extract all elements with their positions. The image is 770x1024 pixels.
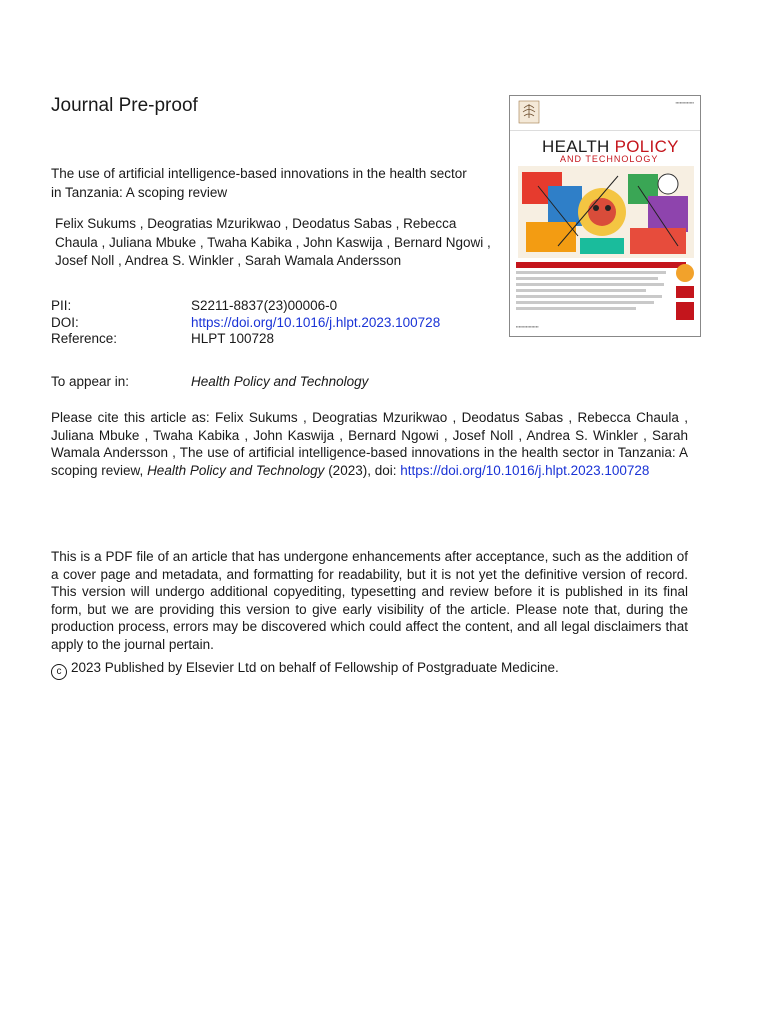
- cover-title: HEALTH POLICY: [542, 137, 679, 156]
- cover-url-line: ▪▪▪▪▪▪▪▪▪▪▪▪▪▪▪▪: [516, 324, 539, 329]
- cover-badge-fpm: [676, 286, 694, 298]
- cover-badge-100: [676, 264, 694, 282]
- elsevier-logo-icon: [518, 100, 540, 124]
- journal-cover-image: [509, 95, 701, 337]
- doi-link[interactable]: https://doi.org/10.1016/j.hlpt.2023.100728: [191, 314, 441, 330]
- appear-in-journal: Health Policy and Technology: [191, 374, 369, 389]
- cover-artwork: [518, 166, 694, 258]
- copyright-icon: c: [51, 664, 67, 680]
- cover-red-band: [516, 262, 686, 268]
- journal-pre-proof-heading: Journal Pre-proof: [51, 95, 198, 116]
- cover-issue-line: ▪▪▪▪▪▪▪▪▪▪▪▪▪: [675, 100, 694, 105]
- citation-journal: Health Policy and Technology: [147, 462, 325, 478]
- reference-value: HLPT 100728: [191, 331, 275, 346]
- reference-label: Reference:: [51, 331, 118, 346]
- citation-doi-link[interactable]: https://doi.org/10.1016/j.hlpt.2023.100728: [400, 462, 650, 478]
- appear-in: [51, 374, 369, 389]
- appear-in-label: To appear in:: [51, 374, 130, 389]
- cover-contents-text: [516, 271, 666, 313]
- author-list: Felix Sukums , Deogratias Mzurikwao , Deodatus Sabas , Rebecca Chaula , Juliana Mbuke , Twaha Kabika , John Kaswija , Bernard Ngowi , Josef Noll , Andrea S. Winkler , Sarah Wamala Andersson: [55, 216, 491, 268]
- citation-text: Please cite this article as: Felix Sukums , Deogratias Mzurikwao , Deodatus Sabas , Rebecca Chaula , Juliana Mbuke , Twaha Kabika , John Kaswija , Bernard Ngowi , Josef Noll , Andrea S. Winkler , Sarah Wamala Andersson , The use of artificial intelligence-based innovations in the health sector in Tanzania: A scoping review,: [51, 410, 688, 478]
- copyright-line: [51, 660, 559, 680]
- disclaimer-paragraph: This is a PDF file of an article that has undergone enhancements after acceptance, such as the addition of a cover page and metadata, and formatting for readability, but it is not yet the definitive version of record. This version will undergo additional copyediting, typesetting and review before it is published in its final form, but we are providing this version to give early visibility of the article. Please note that, during the production process, errors may be discovered which could affect the content, and all legal disclaimers that apply to the journal pertain.: [51, 549, 688, 652]
- cover-subtitle: AND TECHNOLOGY: [560, 154, 659, 164]
- pii-label: PII:: [51, 298, 72, 313]
- pii-value: S2211-8837(23)00006-0: [191, 298, 338, 313]
- citation-year: (2023), doi:: [324, 462, 401, 478]
- copyright-text: 2023 Published by Elsevier Ltd on behalf of Fellowship of Postgraduate Medicine.: [71, 660, 559, 675]
- cover-header-strip: [510, 96, 700, 131]
- article-title: The use of artificial intelligence-based innovations in the health sector in Tanzania: A scoping review: [51, 166, 467, 200]
- citation-paragraph: [51, 409, 688, 479]
- cover-badge-10: [676, 302, 694, 320]
- doi-label: DOI:: [51, 314, 79, 330]
